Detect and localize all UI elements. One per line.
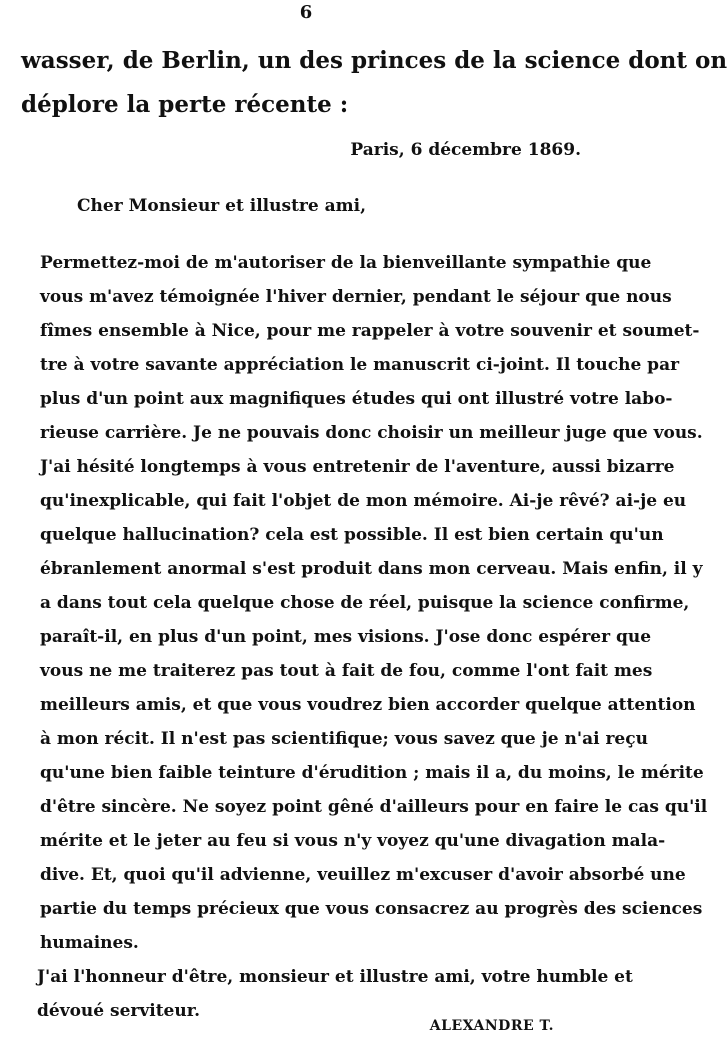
body-line: qu'une bien faible teinture d'érudition ; mais il a, du moins, le mérite [40, 763, 704, 783]
body-line: dive. Et, quoi qu'il advienne, veuillez m'excuser d'avoir absorbé une [40, 865, 686, 885]
body-line: quelque hallucination? cela est possible. Il est bien certain qu'un [40, 525, 664, 545]
closing-line: dévoué serviteur. [37, 1001, 201, 1021]
body-line: meilleurs amis, et que vous voudrez bien accorder quelque attention [40, 695, 696, 715]
body-line: vous m'avez témoignée l'hiver dernier, pendant le séjour que nous [40, 287, 672, 307]
closing-line: J'ai l'honneur d'être, monsieur et illustre ami, votre humble et [37, 967, 633, 987]
letter-dateline: Paris, 6 décembre 1869. [350, 140, 581, 160]
body-line: rieuse carrière. Je ne pouvais donc choisir un meilleur juge que vous. [40, 423, 703, 443]
body-line: ébranlement anormal s'est produit dans mon cerveau. Mais enfin, il y [40, 559, 703, 579]
body-line: Permettez-moi de m'autoriser de la bienveillante sympathie que [40, 253, 652, 273]
letter-salutation: Cher Monsieur et illustre ami, [77, 196, 366, 216]
body-line: J'ai hésité longtemps à vous entretenir de l'aventure, aussi bizarre [40, 457, 675, 477]
intro-line: wasser, de Berlin, un des princes de la science dont on [21, 47, 727, 74]
intro-line: déplore la perte récente : [21, 91, 349, 118]
body-line: mérite et le jeter au feu si vous n'y voyez qu'une divagation mala- [40, 831, 666, 851]
letter-body [40, 246, 708, 960]
body-line: a dans tout cela quelque chose de réel, puisque la science confirme, [40, 593, 690, 613]
body-line: à mon récit. Il n'est pas scientifique; vous savez que je n'ai reçu [40, 729, 648, 749]
body-line: d'être sincère. Ne soyez point gêné d'ailleurs pour en faire le cas qu'il [40, 797, 708, 817]
body-line: vous ne me traiterez pas tout à fait de fou, comme l'ont fait mes [40, 661, 653, 681]
body-line: tre à votre savante appréciation le manuscrit ci-joint. Il touche par [40, 355, 680, 375]
body-line: paraît-il, en plus d'un point, mes visions. J'ose donc espérer que [40, 627, 652, 647]
body-line: plus d'un point aux magnifiques études qui ont illustré votre labo- [40, 389, 673, 409]
body-line: humaines. [40, 933, 139, 953]
letter-signature: ALEXANDRE T. [429, 1018, 554, 1034]
intro-paragraph [21, 39, 727, 127]
body-line: partie du temps précieux que vous consacrez au progrès des sciences [40, 899, 703, 919]
body-line: fîmes ensemble à Nice, pour me rappeler à votre souvenir et soumet- [40, 321, 700, 341]
body-line: qu'inexplicable, qui fait l'objet de mon mémoire. Ai-je rêvé? ai-je eu [40, 491, 687, 511]
page-number: 6 [299, 2, 313, 23]
